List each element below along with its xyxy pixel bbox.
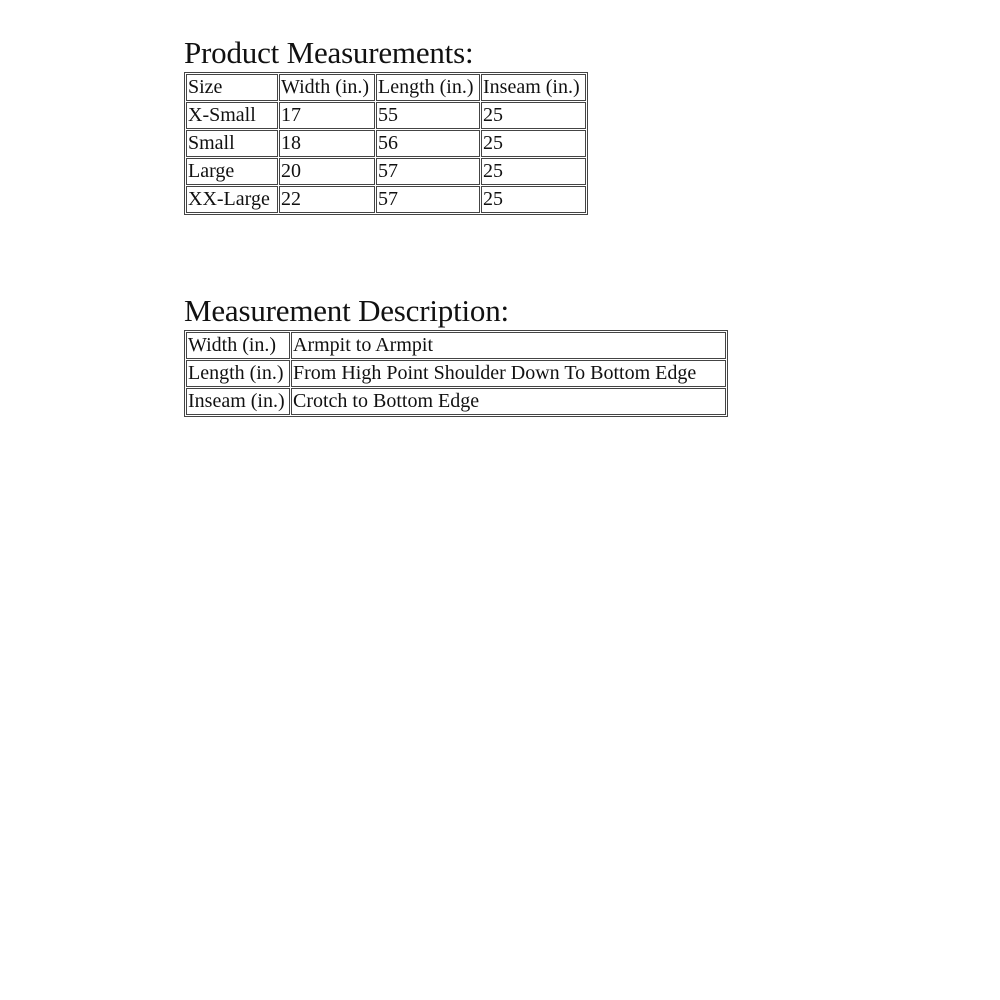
width-cell: 17: [279, 102, 375, 129]
header-cell-width: Width (in.): [279, 74, 375, 101]
measurement-description-section: [184, 292, 728, 417]
measurement-description-cell: Armpit to Armpit: [291, 332, 726, 359]
width-cell: 18: [279, 130, 375, 157]
size-cell: X-Small: [186, 102, 278, 129]
width-cell: 22: [279, 186, 375, 213]
width-cell: 20: [279, 158, 375, 185]
measurement-name-cell: Inseam (in.): [186, 388, 290, 415]
size-cell: Large: [186, 158, 278, 185]
table-row: [186, 102, 586, 129]
header-cell-inseam: Inseam (in.): [481, 74, 586, 101]
inseam-cell: 25: [481, 102, 586, 129]
table-header-row: [186, 74, 586, 101]
measurement-name-cell: Width (in.): [186, 332, 290, 359]
inseam-cell: 25: [481, 158, 586, 185]
inseam-cell: 25: [481, 130, 586, 157]
length-cell: 57: [376, 186, 480, 213]
header-cell-size: Size: [186, 74, 278, 101]
measurement-description-cell: From High Point Shoulder Down To Bottom Edge: [291, 360, 726, 387]
table-row: [186, 186, 586, 213]
measurement-description-cell: Crotch to Bottom Edge: [291, 388, 726, 415]
measurement-description-table: [184, 330, 728, 417]
length-cell: 55: [376, 102, 480, 129]
measurement-name-cell: Length (in.): [186, 360, 290, 387]
table-row: [186, 332, 726, 359]
product-measurements-section: [184, 34, 588, 215]
inseam-cell: 25: [481, 186, 586, 213]
table-row: [186, 158, 586, 185]
size-cell: Small: [186, 130, 278, 157]
table-row: [186, 360, 726, 387]
size-cell: XX-Large: [186, 186, 278, 213]
table-row: [186, 388, 726, 415]
length-cell: 56: [376, 130, 480, 157]
product-measurements-title: Product Measurements:: [184, 35, 474, 70]
measurement-description-title: Measurement Description:: [184, 293, 509, 328]
length-cell: 57: [376, 158, 480, 185]
table-row: [186, 130, 586, 157]
header-cell-length: Length (in.): [376, 74, 480, 101]
product-measurements-table: [184, 72, 588, 215]
